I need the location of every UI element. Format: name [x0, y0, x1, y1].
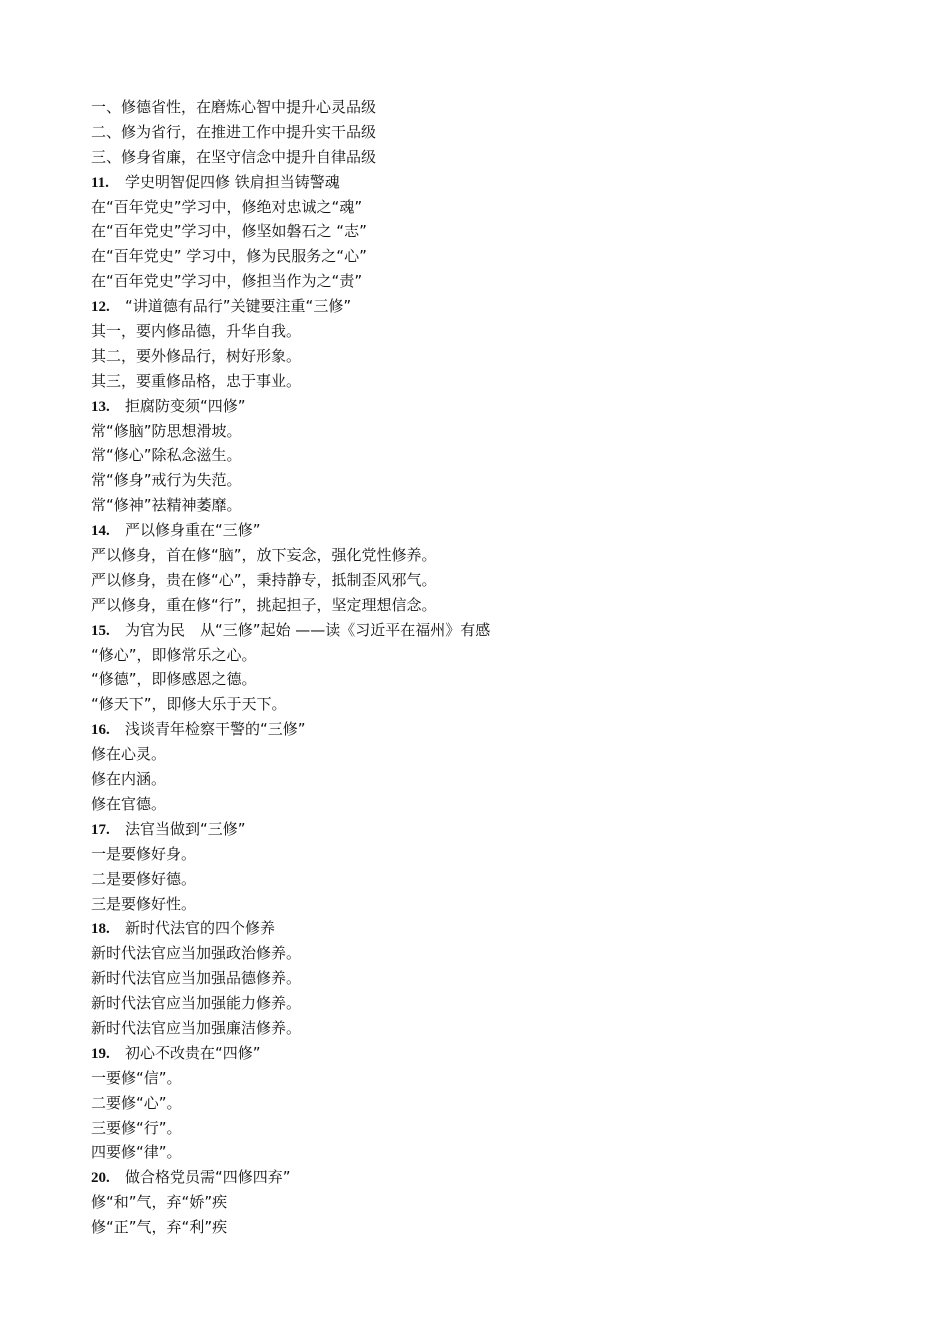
- section-17: [91, 817, 891, 917]
- body-line: 常“修脑”防思想滑坡。: [91, 421, 242, 440]
- body-line: 二是要修好德。: [91, 869, 197, 888]
- section-heading: [91, 394, 891, 419]
- document-page: [91, 95, 891, 1240]
- section-15: [91, 618, 891, 718]
- section-heading: [91, 294, 891, 319]
- section-heading: [91, 170, 891, 195]
- section-heading: [91, 916, 891, 941]
- body-line: 常“修神”祛精神萎靡。: [91, 496, 242, 515]
- section-title: 拒腐防变须“四修”: [125, 396, 246, 415]
- section-13: [91, 394, 891, 518]
- section-11: [91, 170, 891, 294]
- section-12: [91, 294, 891, 394]
- section-19: [91, 1041, 891, 1165]
- body-line: 修在心灵。: [91, 745, 167, 764]
- body-line: “修德”，即修感恩之德。: [91, 670, 257, 689]
- body-line: 在“百年党史”学习中，修绝对忠诚之“魂”: [91, 197, 363, 216]
- section-number: 19.: [91, 1045, 110, 1062]
- section-title: “讲道德有品行”关键要注重“三修”: [125, 297, 352, 316]
- section-14: [91, 518, 891, 618]
- body-line: 新时代法官应当加强能力修养。: [91, 994, 302, 1013]
- body-line: 常“修心”除私念滋生。: [91, 446, 242, 465]
- section-number: 13.: [91, 398, 110, 415]
- section-heading: [91, 1165, 891, 1190]
- section-title: 初心不改贵在“四修”: [125, 1043, 261, 1062]
- section-heading: [91, 618, 891, 643]
- body-line: 在“百年党史” 学习中，修为民服务之“心”: [91, 247, 367, 266]
- body-line: 修在内涵。: [91, 770, 167, 789]
- body-line: 一是要修好身。: [91, 844, 197, 863]
- section-number: 20.: [91, 1170, 110, 1187]
- body-line: 严以修身，贵在修“心”，秉持静专，抵制歪风邪气。: [91, 570, 437, 589]
- body-line: 四要修“律”。: [91, 1143, 182, 1162]
- section-number: 16.: [91, 722, 110, 739]
- section-heading: [91, 1041, 891, 1066]
- section-heading: [91, 518, 891, 543]
- section-title: 学史明智促四修 铁肩担当铸警魂: [125, 172, 340, 191]
- intro-line: 二、修为省行，在推进工作中提升实干品级: [91, 122, 377, 141]
- body-line: “修天下”，即修大乐于天下。: [91, 695, 287, 714]
- section-20: [91, 1165, 891, 1240]
- intro-line: 一、修德省性，在磨炼心智中提升心灵品级: [91, 98, 377, 116]
- section-number: 17.: [91, 821, 110, 838]
- body-line: 其三，要重修品格，忠于事业。: [91, 371, 302, 390]
- body-line: 在“百年党史”学习中，修担当作为之“责”: [91, 272, 363, 291]
- section-18: [91, 916, 891, 1040]
- body-line: 常“修身”戒行为失范。: [91, 471, 242, 490]
- intro-line: 三、修身省廉，在坚守信念中提升自律品级: [91, 147, 377, 166]
- intro-list: [91, 95, 891, 170]
- section-number: 15.: [91, 622, 110, 639]
- body-line: “修心”，即修常乐之心。: [91, 645, 257, 664]
- section-number: 12.: [91, 299, 110, 316]
- body-line: 二要修“心”。: [91, 1093, 182, 1112]
- body-line: 修“和”气，弃“娇”疾: [91, 1193, 228, 1212]
- body-line: 新时代法官应当加强廉洁修养。: [91, 1018, 302, 1037]
- body-line: 其二，要外修品行，树好形象。: [91, 346, 302, 365]
- section-title: 法官当做到“三修”: [125, 819, 246, 838]
- section-title: 为官为民 从“三修”起始 ——读《习近平在福州》有感: [125, 620, 491, 639]
- section-title: 严以修身重在“三修”: [125, 521, 261, 540]
- section-title: 浅谈青年检察干警的“三修”: [125, 720, 306, 739]
- body-line: 修在官德。: [91, 794, 167, 813]
- body-line: 在“百年党史”学习中，修坚如磐石之 “志”: [91, 222, 367, 241]
- section-16: [91, 717, 891, 817]
- body-line: 一要修“信”。: [91, 1068, 182, 1087]
- body-line: 三要修“行”。: [91, 1118, 182, 1137]
- body-line: 修“正”气，弃“利”疾: [91, 1218, 228, 1237]
- body-line: 新时代法官应当加强品德修养。: [91, 969, 302, 988]
- section-title: 做合格党员需“四修四弃”: [125, 1168, 291, 1187]
- section-number: 18.: [91, 921, 110, 938]
- section-title: 新时代法官的四个修养: [125, 919, 276, 938]
- body-line: 严以修身，重在修“行”，挑起担子，坚定理想信念。: [91, 595, 437, 614]
- body-line: 新时代法官应当加强政治修养。: [91, 944, 302, 963]
- body-line: 严以修身，首在修“脑”，放下妄念，强化党性修养。: [91, 546, 437, 565]
- section-number: 11.: [91, 174, 109, 191]
- body-line: 三是要修好性。: [91, 894, 197, 913]
- section-heading: [91, 717, 891, 742]
- section-number: 14.: [91, 523, 110, 540]
- body-line: 其一，要内修品德，升华自我。: [91, 322, 302, 341]
- section-heading: [91, 817, 891, 842]
